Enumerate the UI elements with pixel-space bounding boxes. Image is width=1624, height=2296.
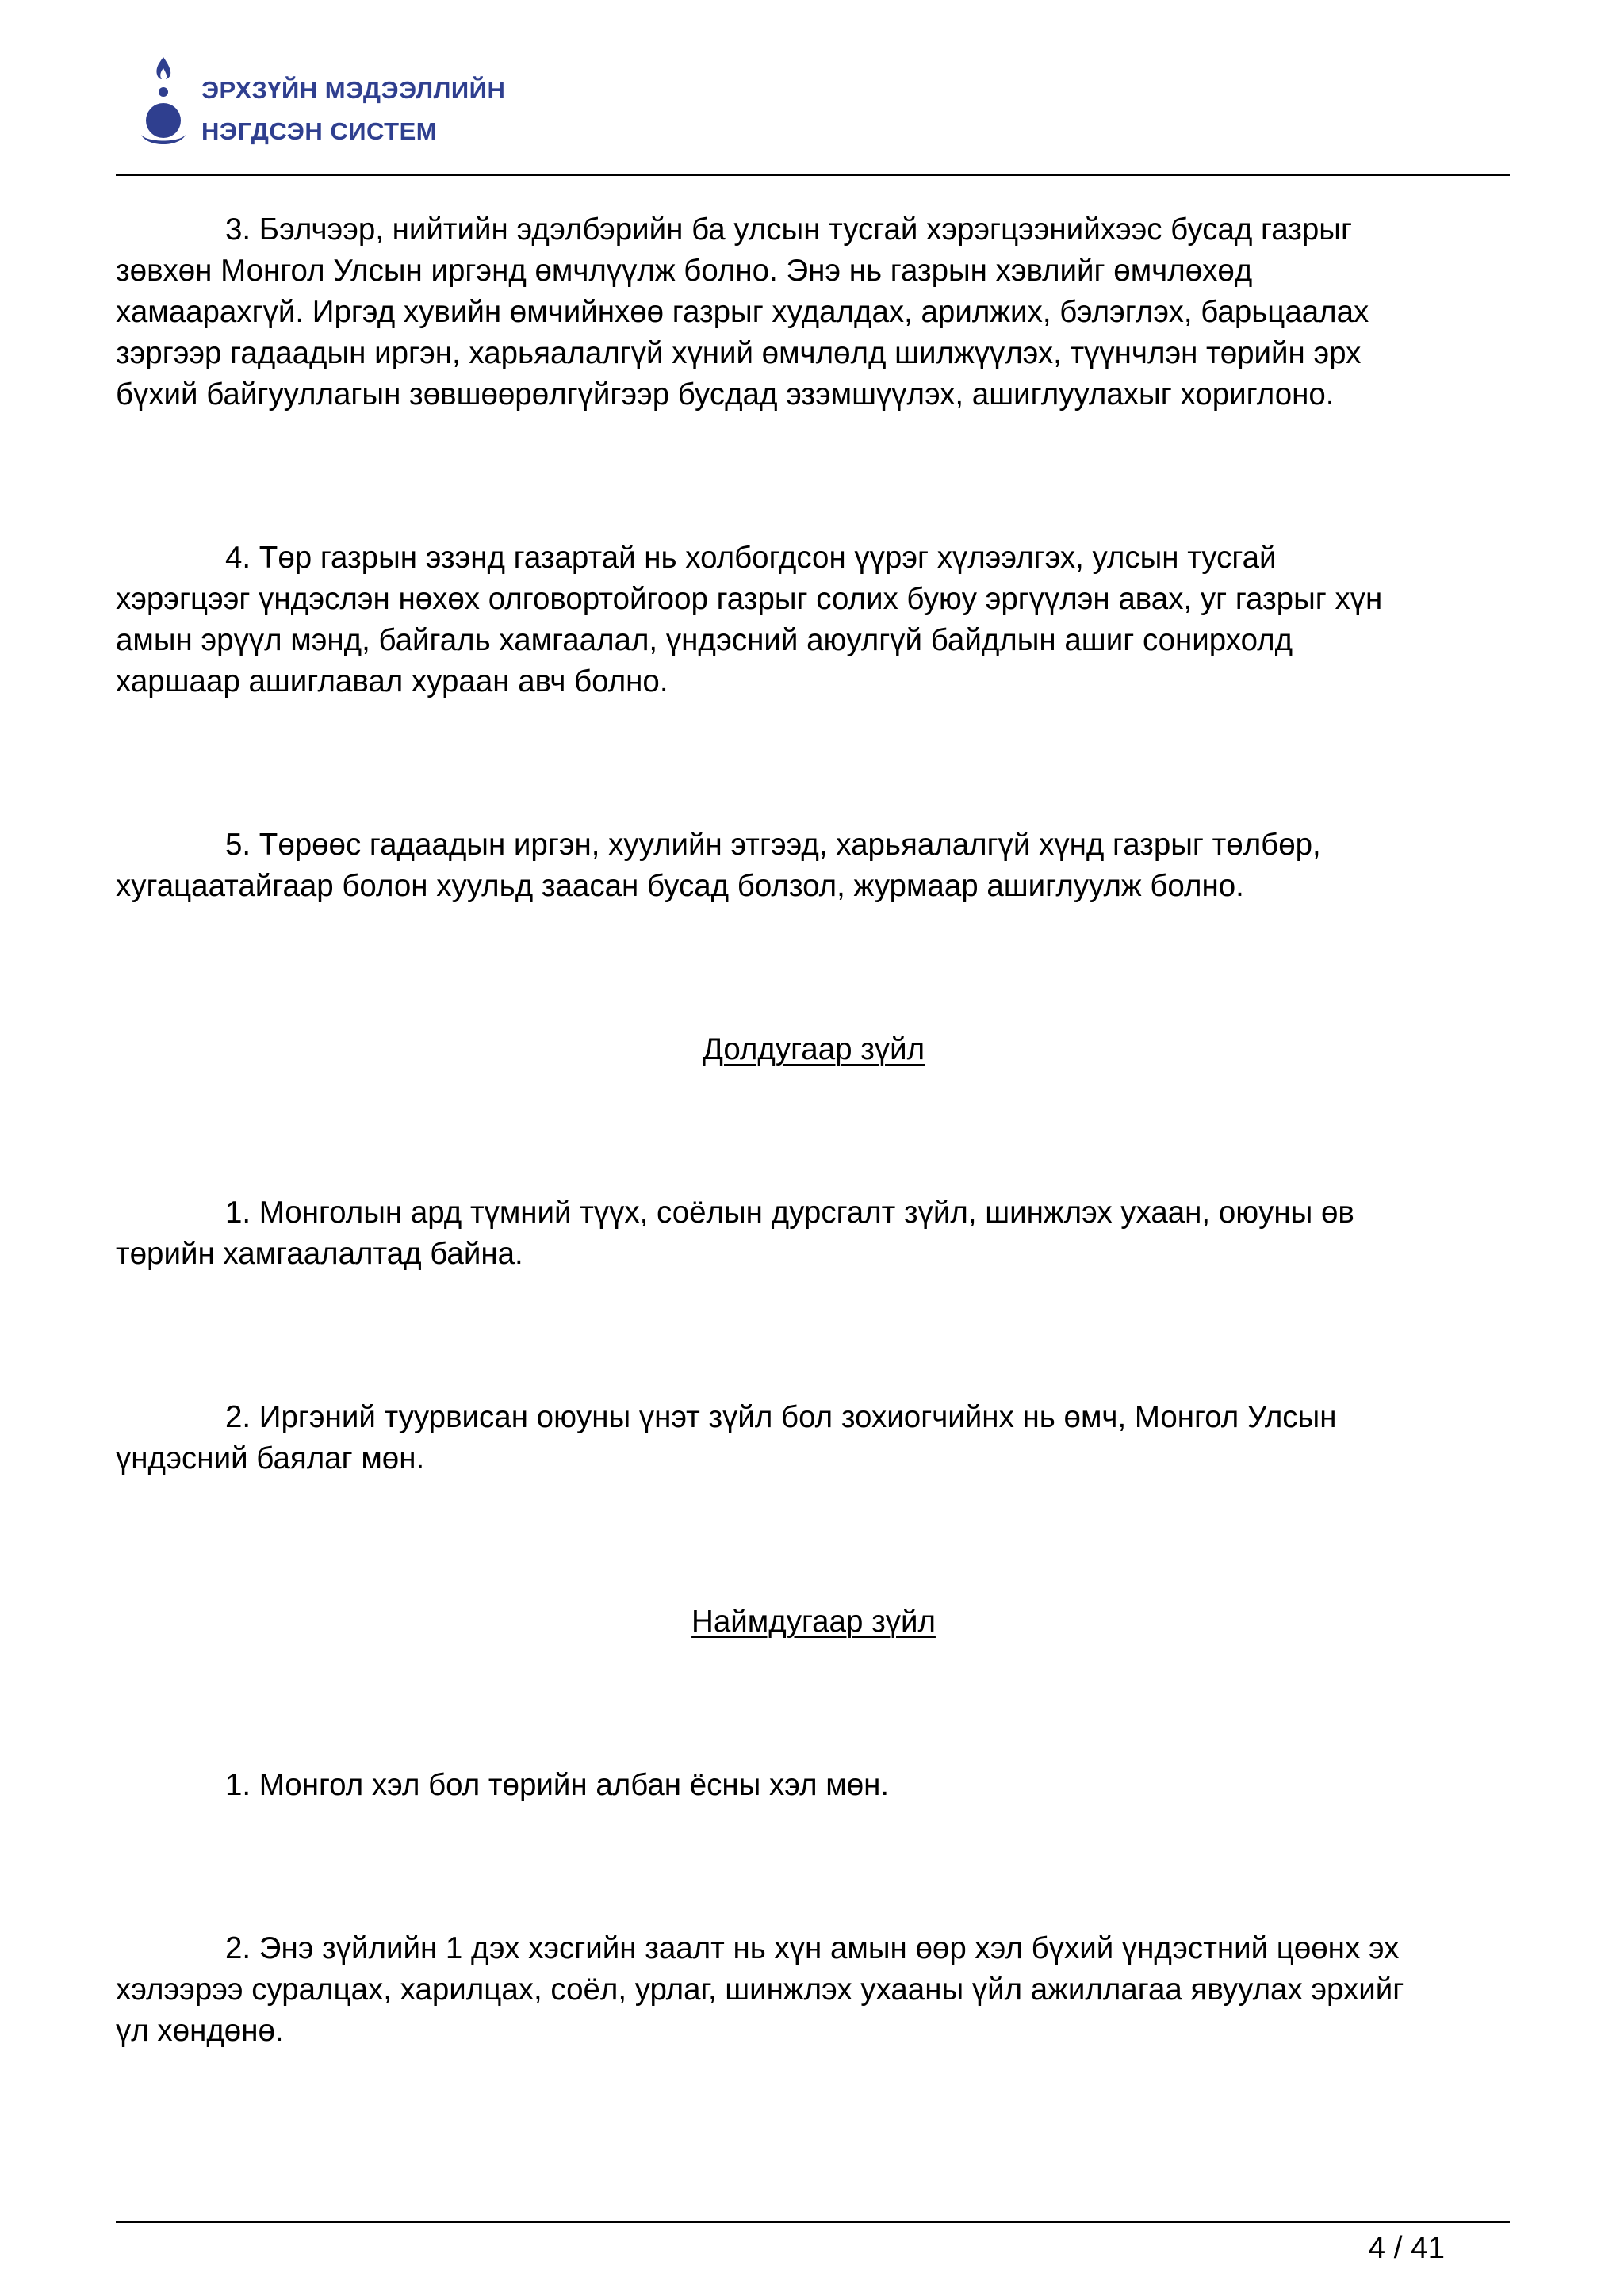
header-divider xyxy=(116,174,1510,176)
paragraph-official-language xyxy=(116,1765,1511,1806)
heading-text: Долдугаар зүйл xyxy=(702,1032,925,1066)
text-line: үл хөндөнө. xyxy=(116,2014,284,2048)
logo-line-2: НЭГДСЭН СИСТЕМ xyxy=(201,117,438,145)
text-line: хамаарахгүй. Иргэд хувийн өмчийнхөө газрыг худалдах, арилжих, бэлэглэх, барьцаалах xyxy=(116,295,1369,329)
soyombo-icon xyxy=(133,52,197,155)
text-line: 2. Иргэний туурвисан оюуны үнэт зүйл бол зохиогчийнх нь өмч, Монгол Улсын xyxy=(225,1400,1337,1434)
paragraph-intellectual-property xyxy=(116,1397,1511,1479)
article-heading-eighth xyxy=(116,1601,1511,1643)
text-line: зөвхөн Монгол Улсын иргэнд өмчлүүлж болно. Энэ нь газрын хэвлийг өмчлөхөд xyxy=(116,254,1253,288)
paragraph-foreign-use xyxy=(116,825,1511,907)
text-line: бүхий байгууллагын зөвшөөрөлгүйгээр бусдад эзэмшүүлэх, ашиглуулахыг хориглоно. xyxy=(116,377,1335,411)
text-line: 2. Энэ зүйлийн 1 дэх хэсгийн заалт нь хүн амын өөр хэл бүхий үндэстний цөөнх эх xyxy=(225,1931,1400,1965)
paragraph-land-obligations xyxy=(116,538,1511,702)
paragraph-land-ownership xyxy=(116,209,1511,415)
text-line: 5. Төрөөс гадаадын иргэн, хуулийн этгээд, харьяалалгүй хүнд газрыг төлбөр, xyxy=(225,828,1321,862)
paragraph-heritage xyxy=(116,1192,1511,1275)
footer-divider xyxy=(116,2221,1510,2223)
text-line: хэлээрээ суралцах, харилцах, соёл, урлаг, шинжлэх ухааны үйл ажиллагаа явуулах эрхийг xyxy=(116,1973,1404,2007)
paragraph-minority-languages xyxy=(116,1928,1511,2052)
logo-line-1: ЭРХЗҮЙН МЭДЭЭЛЛИЙН xyxy=(201,76,506,104)
text-line: төрийн хамгаалалтад байна. xyxy=(116,1237,523,1271)
page-number: 4 / 41 xyxy=(1368,2231,1445,2265)
text-line: үндэсний баялаг мөн. xyxy=(116,1441,425,1475)
text-line: 3. Бэлчээр, нийтийн эдэлбэрийн ба улсын тусгай хэрэгцээнийхээс бусад газрыг xyxy=(225,212,1352,247)
logo-text xyxy=(201,70,505,152)
text-line: амын эрүүл мэнд, байгаль хамгаалал, үндэсний аюулгүй байдлын ашиг сонирхолд xyxy=(116,623,1293,657)
text-line: 4. Төр газрын эзэнд газартай нь холбогдсон үүрэг хүлээлгэх, улсын тусгай xyxy=(225,541,1277,575)
text-line: 1. Монголын ард түмний түүх, соёлын дурсгалт зүйл, шинжлэх ухаан, оюуны өв xyxy=(225,1196,1354,1230)
heading-text: Наймдугаар зүйл xyxy=(691,1605,936,1639)
article-heading-seventh xyxy=(116,1029,1511,1070)
text-line: хугацаатайгаар болон хуульд заасан бусад болзол, журмаар ашиглуулж болно. xyxy=(116,869,1244,903)
text-line: хэрэгцээг үндэслэн нөхөх олговортойгоор газрыг солих буюу эргүүлэн авах, уг газрыг хүн xyxy=(116,582,1383,616)
text-line: харшаар ашиглавал хураан авч болно. xyxy=(116,664,668,698)
text-line: зэргээр гадаадын иргэн, харьяалалгүй хүний өмчлөлд шилжүүлэх, түүнчлэн төрийн эрх xyxy=(116,336,1362,370)
header-logo xyxy=(133,52,625,163)
text-line: 1. Монгол хэл бол төрийн албан ёсны хэл мөн. xyxy=(225,1768,890,1802)
